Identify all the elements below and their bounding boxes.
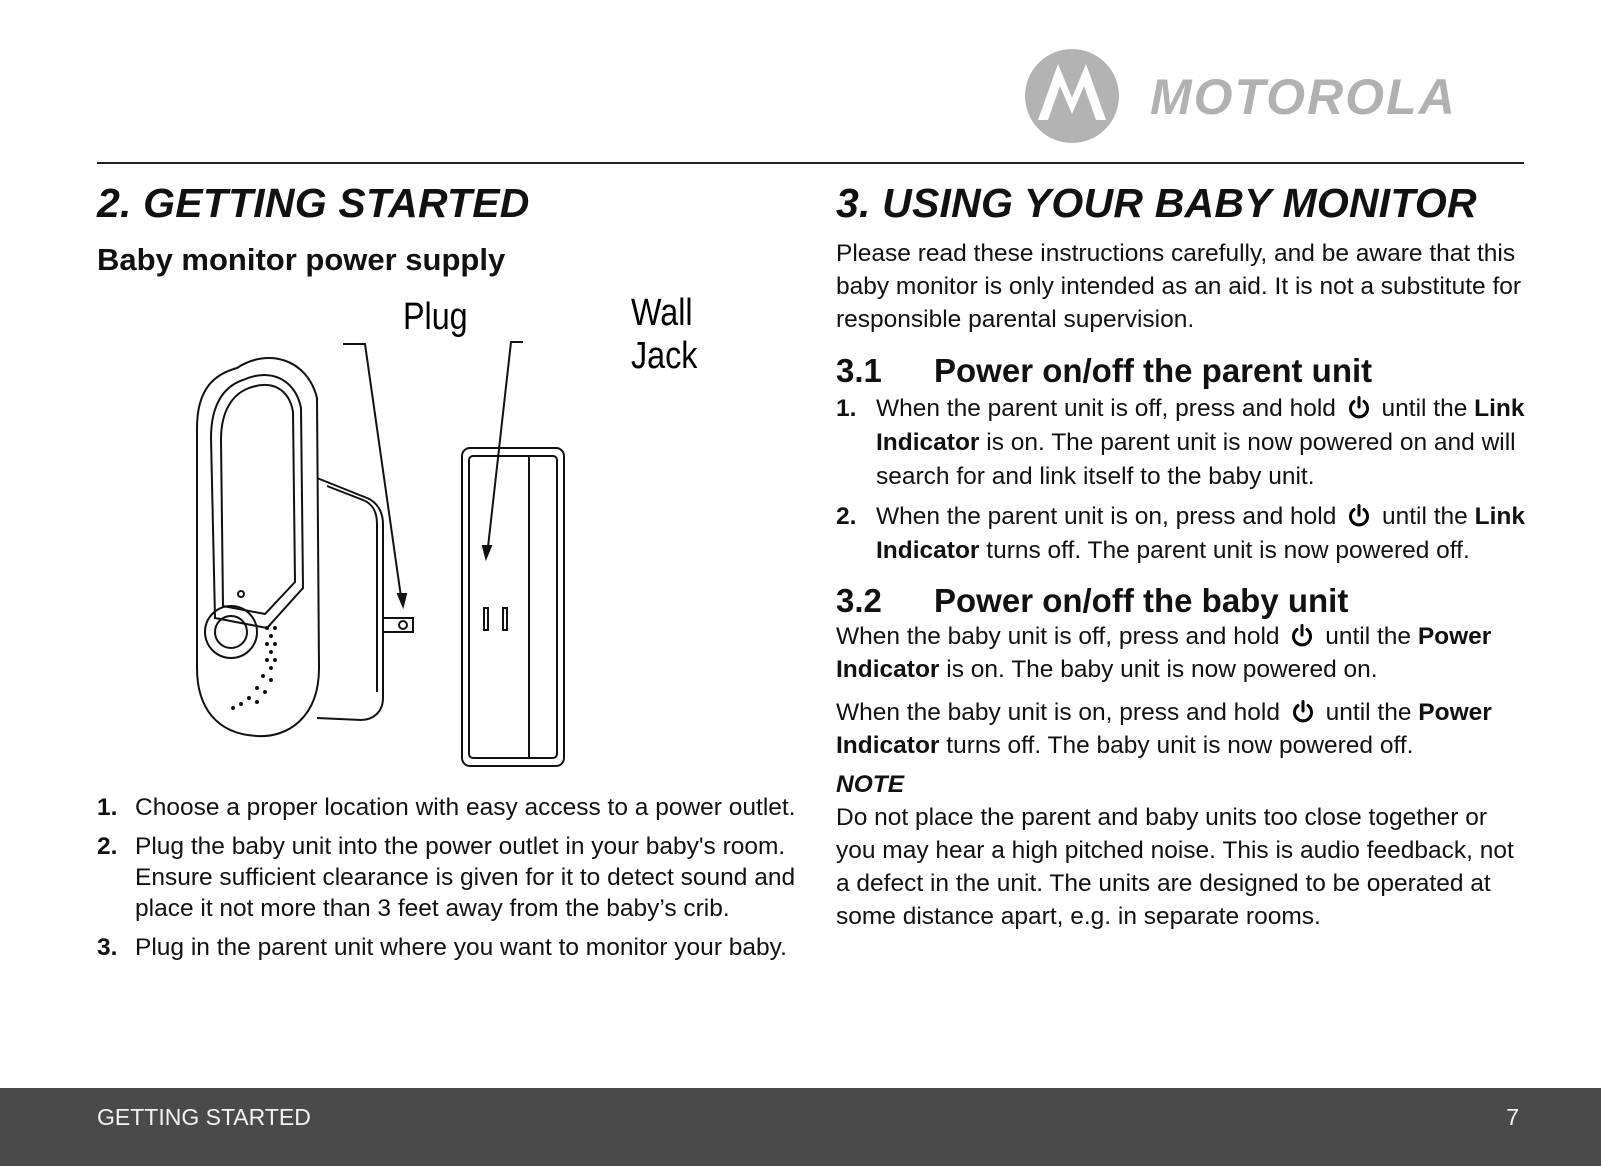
link-indicator-term: Link Indicator (876, 503, 1525, 564)
link-indicator-term: Link Indicator (876, 395, 1525, 456)
right-column (836, 180, 1526, 933)
step-text: turns off. The parent unit is now powered off. (986, 537, 1470, 564)
section-title: Power on/off the parent unit (934, 352, 1373, 389)
power-icon (1347, 504, 1371, 528)
paragraph-text: When the baby unit is off, press and hold (836, 623, 1280, 650)
step-text: Plug in the parent unit where you want to monitor your baby. (135, 934, 787, 961)
list-item (836, 392, 1526, 494)
step-number: 1. (97, 794, 118, 821)
list-item (97, 932, 797, 963)
left-column (97, 180, 797, 961)
paragraph-text: until the (1325, 623, 1411, 650)
note-title: NOTE (836, 771, 905, 798)
power-icon (1347, 396, 1371, 420)
paragraph-text: is on. The baby unit is now powered on. (946, 656, 1378, 683)
power-indicator-term: Power Indicator (836, 699, 1492, 759)
step-text: When the parent unit is on, press and hold (876, 503, 1337, 530)
power-icon (1291, 700, 1315, 724)
list-item (97, 792, 797, 823)
baby-unit-power-on-paragraph (836, 620, 1526, 686)
step-text: When the parent unit is off, press and hold (876, 395, 1336, 422)
section-number: 3.2 (836, 582, 882, 619)
power-icon (1290, 624, 1314, 648)
paragraph-text: until the (1325, 699, 1412, 726)
step-text: until the (1381, 503, 1468, 530)
paragraph-text: When the baby unit is on, press and hold (836, 699, 1281, 726)
section-title: Power on/off the baby unit (934, 582, 1349, 619)
brand-logo (1024, 48, 1524, 148)
brand-name: MOTOROLA (1150, 69, 1457, 125)
baby-unit-and-wall-jack-drawing (177, 288, 697, 788)
note-text: Do not place the parent and baby units too close together or you may hear a high pitched noise. This is audio feedback, not a defect in the unit. The units are designed to be operated at some distance apart, e.g. in separate rooms. (836, 804, 1514, 930)
paragraph-text: turns off. The baby unit is now powered off. (946, 732, 1414, 759)
list-item (836, 500, 1526, 568)
setup-steps-list (97, 792, 797, 963)
step-number: 1. (836, 395, 857, 422)
step-text: until the (1381, 395, 1468, 422)
list-item (97, 831, 797, 924)
power-indicator-term: Power Indicator (836, 623, 1492, 683)
step-number: 3. (97, 934, 118, 961)
page-number: 7 (1506, 1104, 1519, 1130)
header-rule (97, 162, 1524, 164)
power-supply-subheading: Baby monitor power supply (97, 242, 506, 277)
section-3-1-heading (836, 352, 1526, 390)
intro-paragraph: Please read these instructions carefully, and be aware that this baby monitor is only intended as an aid. It is not a substitute for responsible parental supervision. (836, 240, 1522, 333)
section-3-2-heading (836, 582, 1526, 620)
page-footer (0, 1088, 1601, 1166)
step-number: 2. (97, 833, 118, 860)
motorola-batwing-logo-icon (1024, 48, 1120, 144)
baby-unit-power-off-paragraph (836, 696, 1526, 762)
step-text: Choose a proper location with easy access to a power outlet. (135, 794, 796, 821)
step-text: Plug the baby unit into the power outlet in your baby's room. Ensure sufficient clearance is given for it to detect sound and place it not more than 3 feet away from the baby’s crib. (135, 833, 796, 922)
wall-jack-label: Wall Jack (631, 292, 698, 377)
step-text: is on. The parent unit is now powered on and will search for and link itself to the baby unit. (876, 429, 1516, 490)
plug-label: Plug (403, 296, 468, 338)
power-supply-figure (177, 288, 697, 788)
step-number: 2. (836, 503, 857, 530)
section-number: 3.1 (836, 352, 882, 389)
section-2-heading: 2. GETTING STARTED (97, 180, 530, 226)
section-3-heading: 3. USING YOUR BABY MONITOR (836, 180, 1477, 226)
parent-unit-steps (836, 392, 1526, 568)
footer-section-title: GETTING STARTED (97, 1104, 311, 1130)
